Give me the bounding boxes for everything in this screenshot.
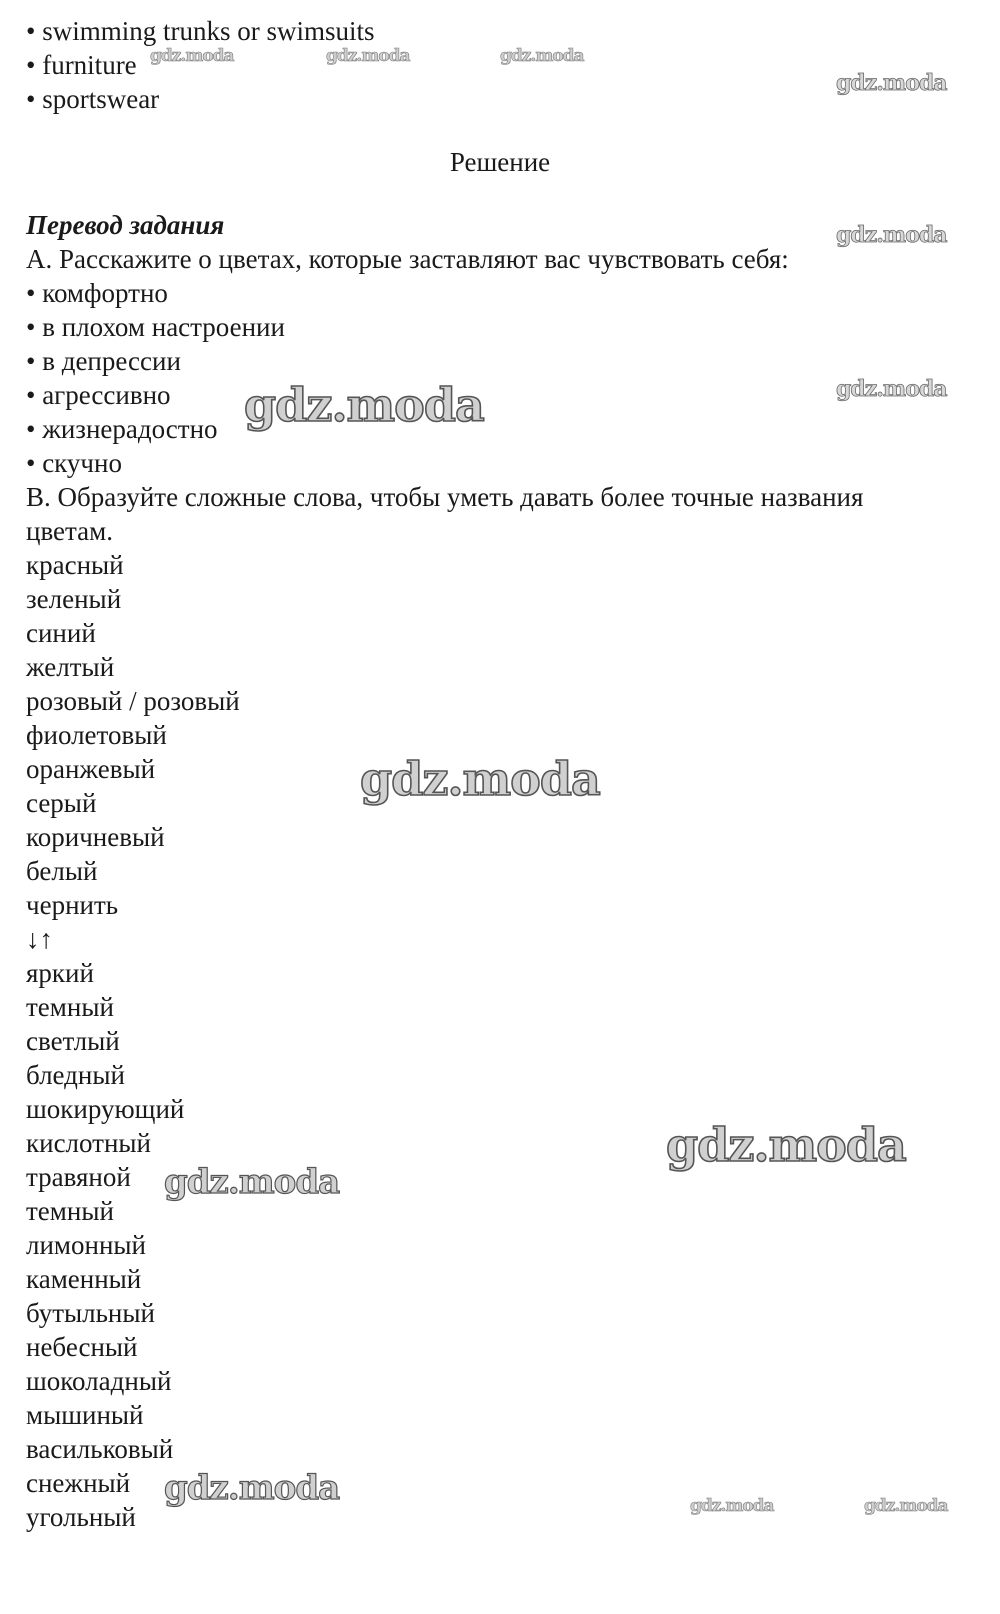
modifier-word: мышиный	[26, 1400, 144, 1430]
modifier-word: лимонный	[26, 1230, 146, 1260]
task-b-title: В. Образуйте сложные слова, чтобы уметь давать более точные названия	[26, 482, 864, 512]
watermark: gdz.moda	[864, 1496, 948, 1516]
watermark: gdz.moda	[500, 46, 584, 66]
modifier-word: шоколадный	[26, 1366, 172, 1396]
modifier-word: травяной	[26, 1162, 131, 1192]
color-word: зеленый	[26, 584, 122, 614]
task-a-item: • в плохом настроении	[26, 312, 285, 342]
watermark: gdz.moda	[326, 46, 410, 66]
watermark: gdz.moda	[836, 376, 947, 402]
watermark: gdz.moda	[360, 752, 600, 806]
watermark: gdz.moda	[666, 1118, 906, 1172]
task-a-title: А. Расскажите о цветах, которые заставляют вас чувствовать себя:	[26, 244, 789, 274]
task-a-item: • в депрессии	[26, 346, 181, 376]
task-a-item: • жизнерадостно	[26, 414, 218, 444]
watermark: gdz.moda	[690, 1496, 774, 1516]
modifier-word: угольный	[26, 1502, 136, 1532]
color-word: красный	[26, 550, 124, 580]
top-list-item: • furniture	[26, 50, 137, 80]
color-word: оранжевый	[26, 754, 156, 784]
translation-heading: Перевод задания	[26, 210, 225, 240]
task-b-title: цветам.	[26, 516, 113, 546]
modifier-word: темный	[26, 992, 114, 1022]
modifier-word: каменный	[26, 1264, 142, 1294]
modifier-word: снежный	[26, 1468, 131, 1498]
task-a-item: • агрессивно	[26, 380, 171, 410]
modifier-word: шокирующий	[26, 1094, 185, 1124]
modifier-word: яркий	[26, 958, 94, 988]
color-word: розовый / розовый	[26, 686, 240, 716]
color-word: чернить	[26, 890, 119, 920]
modifier-word: темный	[26, 1196, 114, 1226]
watermark: gdz.moda	[836, 222, 947, 248]
color-word: коричневый	[26, 822, 165, 852]
watermark: gdz.moda	[836, 70, 947, 96]
watermark: gdz.moda	[150, 46, 234, 66]
arrows-icon: ↓↑	[26, 924, 53, 954]
task-a-item: • скучно	[26, 448, 122, 478]
color-word: синий	[26, 618, 96, 648]
top-list-item: • sportswear	[26, 84, 160, 114]
color-word: желтый	[26, 652, 115, 682]
modifier-word: бутыльный	[26, 1298, 155, 1328]
color-word: серый	[26, 788, 97, 818]
modifier-word: бледный	[26, 1060, 125, 1090]
modifier-word: васильковый	[26, 1434, 174, 1464]
modifier-word: небесный	[26, 1332, 138, 1362]
watermark: gdz.moda	[244, 378, 484, 432]
solution-heading: Решение	[449, 147, 551, 177]
color-word: фиолетовый	[26, 720, 167, 750]
watermark: gdz.moda	[164, 1468, 340, 1508]
watermark: gdz.moda	[164, 1162, 340, 1202]
top-list-item: • swimming trunks or swimsuits	[26, 16, 375, 46]
color-word: белый	[26, 856, 98, 886]
modifier-word: светлый	[26, 1026, 120, 1056]
modifier-word: кислотный	[26, 1128, 152, 1158]
task-a-item: • комфортно	[26, 278, 168, 308]
